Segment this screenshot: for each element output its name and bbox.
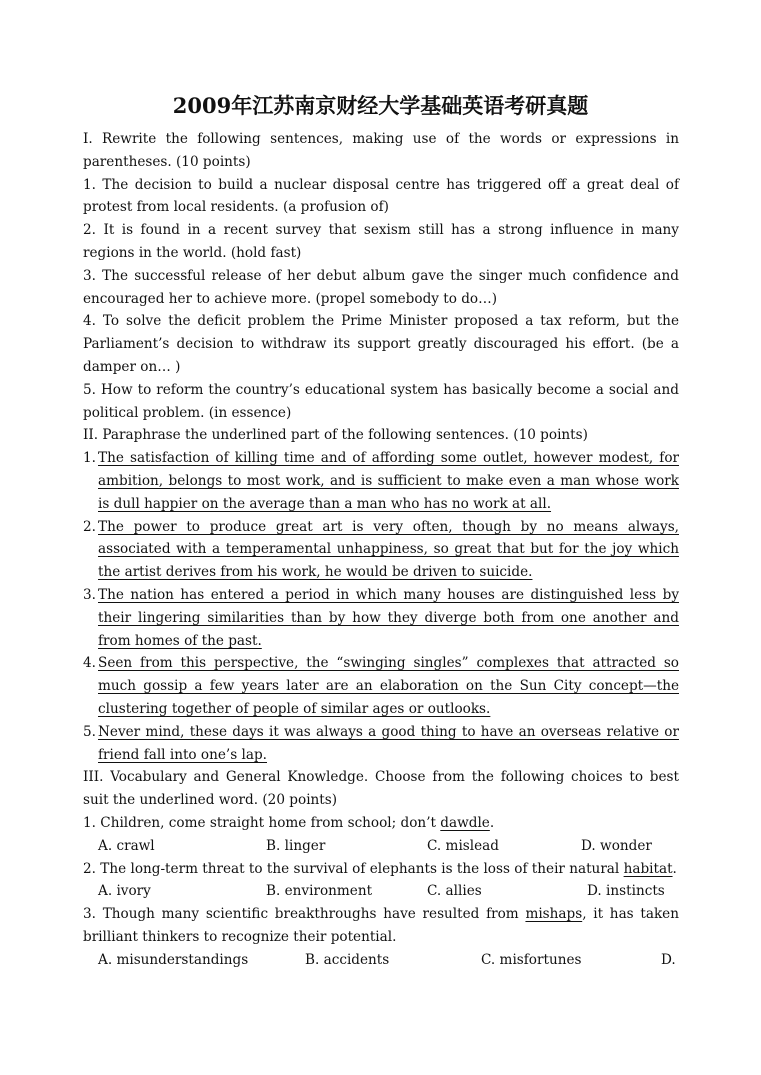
option-a: A. crawl xyxy=(98,837,155,854)
document-body xyxy=(83,128,679,971)
option-b: B. environment xyxy=(266,883,373,900)
item-number: 4. xyxy=(83,655,96,672)
section-1-item-3: 3. The successful release of her debut album gave the singer much confidence and encouraged her to achieve more. (propel somebody to do…) xyxy=(83,267,679,307)
option-b: B. accidents xyxy=(305,951,390,968)
section-1-item-1: 1. The decision to build a nuclear disposal centre has triggered off a great deal of protest from local residents. (a profusion of) xyxy=(83,176,679,216)
question-text-end: . xyxy=(672,860,677,877)
section-2-item-5 xyxy=(83,721,679,767)
item-number: 3. xyxy=(83,586,96,603)
section-2-item-3 xyxy=(83,584,679,652)
section-2-item-1 xyxy=(83,447,679,515)
option-b: B. linger xyxy=(266,837,326,854)
option-d: D. wonder xyxy=(581,837,652,854)
underlined-sentence: Seen from this perspective, the “swinging singles” complexes that attracted so much gossip a few years later are an elaboration on the Sun City concept—the clustering together of people of similar ages or outlooks. xyxy=(98,655,679,717)
option-a: A. misunderstandings xyxy=(98,951,249,968)
question-text-end: . xyxy=(489,814,495,831)
option-a: A. ivory xyxy=(98,883,151,900)
option-d: D. instincts xyxy=(587,883,665,900)
section-1-item-2: 2. It is found in a recent survey that sexism still has a strong influence in many regions in the world. (hold fast) xyxy=(83,222,679,261)
underlined-sentence: The nation has entered a period in which many houses are distinguished less by their lingering similarities than by how they diverge both from one another and from homes of the past. xyxy=(98,586,679,649)
question-text: 1. Children, come straight home from school; don’t xyxy=(83,814,441,831)
question-3-options xyxy=(83,949,679,972)
option-c: C. mislead xyxy=(427,837,499,854)
question-2 xyxy=(83,858,679,881)
section-1-item-4: 4. To solve the deficit problem the Prime Minister proposed a tax reform, but the Parliament’s decision to withdraw its support greatly discouraged his effort. (be a damper on… ) xyxy=(83,313,679,375)
section-1-heading: I. Rewrite the following sentences, making use of the words or expressions in parentheses. (10 points) xyxy=(83,131,679,170)
section-2-heading: II. Paraphrase the underlined part of the following sentences. (10 points) xyxy=(83,427,588,444)
page-title: 2009年江苏南京财经大学基础英语考研真题 xyxy=(172,93,589,118)
underlined-word: mishaps xyxy=(525,906,583,923)
question-1-options xyxy=(83,835,679,858)
underlined-word: habitat xyxy=(623,860,673,877)
question-text: 2. The long-term threat to the survival of elephants is the loss of their natural xyxy=(83,860,624,877)
option-c: C. allies xyxy=(427,883,482,900)
underlined-word: dawdle xyxy=(440,814,490,831)
item-number: 2. xyxy=(83,518,96,535)
item-number: 1. xyxy=(83,450,96,467)
question-1 xyxy=(83,812,679,835)
question-3 xyxy=(83,903,679,949)
section-1-item-5: 5. How to reform the country’s educational system has basically become a social and political problem. (in essence) xyxy=(83,381,679,421)
option-d: D. xyxy=(661,951,676,968)
item-number: 5. xyxy=(83,723,96,740)
section-2-item-2 xyxy=(83,516,679,584)
underlined-sentence: The power to produce great art is very often, though by no means always, associated with a temperamental unhappiness, so great that but for the joy which the artist derives from his work, he would be driven to suicide. xyxy=(98,518,679,581)
question-text-end: , it has taken brilliant thinkers to recognize their potential. xyxy=(83,906,679,945)
question-text: 3. Though many scientific breakthroughs have resulted from xyxy=(83,906,526,923)
section-2-item-4 xyxy=(83,652,679,720)
section-3-heading: III. Vocabulary and General Knowledge. Choose from the following choices to best suit the underlined word. (20 points) xyxy=(83,769,679,809)
option-c: C. misfortunes xyxy=(481,951,582,968)
question-2-options xyxy=(83,880,679,903)
underlined-sentence: The satisfaction of killing time and of affording some outlet, however modest, for ambition, belongs to most work, and is sufficient to make even a man whose work is dull happier on the average than a man who has no work at all. xyxy=(98,450,679,512)
underlined-sentence: Never mind, these days it was always a good thing to have an overseas relative or friend fall into one’s lap. xyxy=(98,723,679,763)
